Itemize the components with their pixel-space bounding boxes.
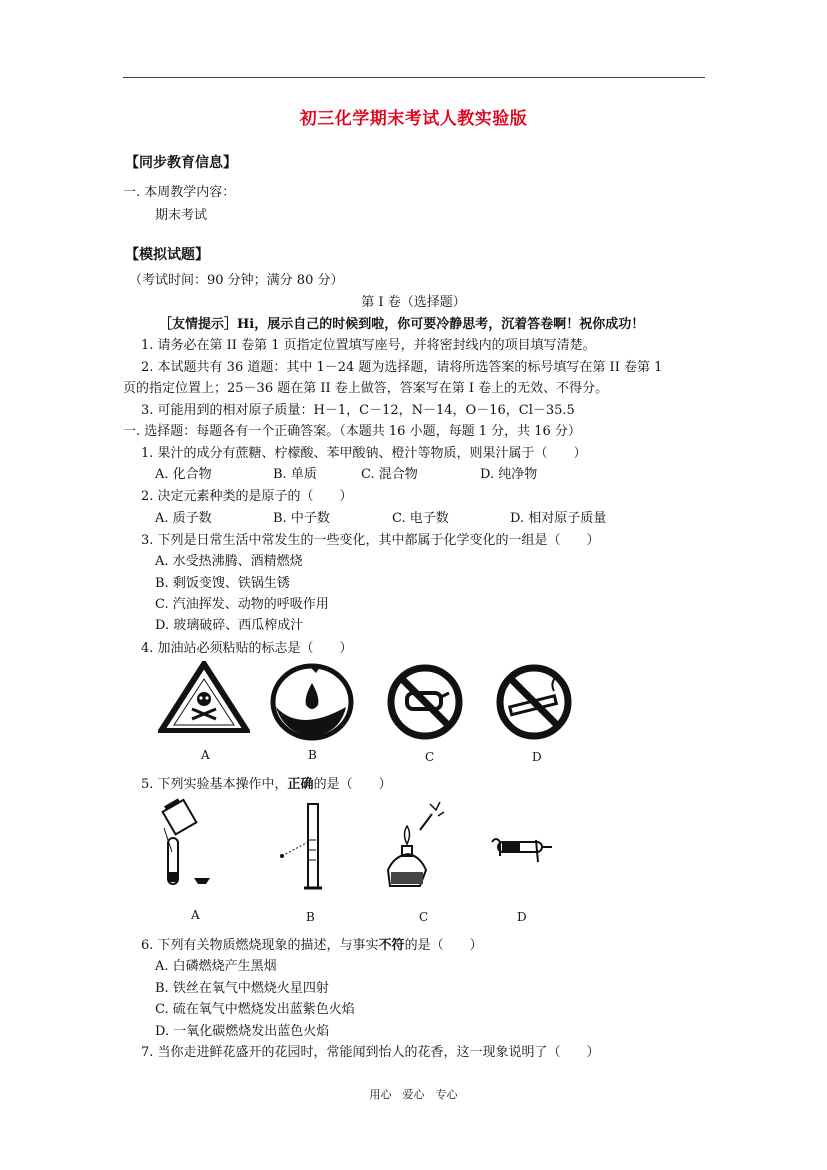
q6-stem-pre: 6. 下列有关物质燃烧现象的描述，与事实 [141, 938, 379, 953]
q3-option-c: C. 汽油挥发、动物的呼吸作用 [155, 597, 329, 612]
question-2-stem: 2. 决定元素种类的是原子的（ ） [141, 489, 353, 504]
q6-stem-emphasis: 不符 [378, 938, 405, 953]
q6-option-b: B. 铁丝在氧气中燃烧火星四射 [155, 981, 329, 996]
poison-sign-icon [158, 661, 250, 733]
section-sync-info: 【同步教育信息】 [125, 155, 237, 171]
q4-label-b: B [308, 748, 317, 762]
header-rule [123, 77, 705, 78]
q5-label-c: C [419, 910, 429, 924]
q6-stem-post: 的是（ ） [404, 938, 483, 953]
exam-time: （考试时间：90 分钟；满分 80 分） [129, 273, 344, 288]
section-one-heading: 一. 选择题：每题各有一个正确答案。（本题共 16 小题，每题 1 分，共 16 分） [123, 424, 581, 439]
question-6-stem [141, 934, 483, 953]
q5-label-a: A [191, 908, 200, 922]
q3-option-d: D. 玻璃破碎、西瓜榨成汁 [155, 618, 304, 633]
q1-option-a: A. 化合物 [155, 467, 212, 482]
q3-option-b: B. 剩饭变馊、铁锅生锈 [155, 576, 290, 591]
q2-option-a: A. 质子数 [155, 511, 212, 526]
q4-label-d: D [532, 750, 542, 764]
heating-test-tube-icon [488, 834, 558, 870]
part-title: 第 I 卷（选择题） [361, 295, 466, 310]
q1-option-d: D. 纯净物 [480, 467, 538, 482]
q1-option-b: B. 单质 [273, 467, 317, 482]
q6-option-c: C. 硫在氧气中燃烧发出蓝紫色火焰 [155, 1002, 355, 1017]
q1-option-c: C. 混合物 [361, 467, 418, 482]
measuring-cylinder-icon [276, 800, 326, 892]
q3-option-a: A. 水受热沸腾、酒精燃烧 [155, 554, 303, 569]
question-4-stem: 4. 加油站必须粘贴的标志是（ ） [141, 641, 353, 656]
question-5-stem [141, 773, 392, 792]
week-content: 期末考试 [155, 208, 208, 223]
question-1-stem: 1. 果汁的成分有蔗糖、柠檬酸、苯甲酸钠、橙汁等物质，则果汁属于（ ） [141, 446, 587, 461]
section-mock: 【模拟试题】 [125, 247, 209, 263]
q5-stem-post: 的是（ ） [313, 777, 392, 792]
note-3: 3. 可能用到的相对原子质量：H－1，C－12，N－14，O－16，Cl－35.5 [141, 403, 575, 418]
q2-option-d: D. 相对原子质量 [510, 511, 607, 526]
q2-option-b: B. 中子数 [273, 511, 330, 526]
week-content-label: 一. 本周教学内容： [123, 185, 236, 200]
pouring-liquid-icon [158, 798, 218, 890]
q5-label-d: D [517, 910, 527, 924]
friendly-hint: ［友情提示］Hi，展示自己的时候到啦，你可要冷静思考，沉着答卷啊！祝你成功！ [159, 317, 645, 332]
water-drop-sign-icon [270, 663, 354, 741]
q5-stem-emphasis: 正确 [287, 777, 314, 792]
q6-option-d: D. 一氧化碳燃烧发出蓝色火焰 [155, 1024, 330, 1039]
alcohol-lamp-icon [380, 800, 450, 890]
no-smoking-sign-icon [494, 663, 574, 741]
note-2: 2. 本试题共有 36 道题：其中 1－24 题为选择题，请将所选答案的标号填写在第 II 卷第 1 [141, 360, 663, 375]
note-1: 1. 请务必在第 II 卷第 1 页指定位置填写座号，并将密封线内的项目填写清楚。 [141, 338, 596, 353]
q5-stem-pre: 5. 下列实验基本操作中， [141, 777, 288, 792]
q2-option-c: C. 电子数 [392, 511, 449, 526]
page-footer: 用心 爱心 专心 [369, 1088, 458, 1101]
question-7-stem: 7. 当你走进鲜花盛开的花园时，常能闻到怡人的花香，这一现象说明了（ ） [141, 1045, 600, 1060]
q4-label-c: C [425, 750, 435, 764]
question-3-stem: 3. 下列是日常生活中常发生的一些变化，其中都属于化学变化的一组是（ ） [141, 533, 600, 548]
q4-label-a: A [201, 748, 210, 762]
page-title: 初三化学期末考试人教实验版 [299, 109, 528, 129]
q6-option-a: A. 白磷燃烧产生黑烟 [155, 959, 277, 974]
q5-label-b: B [306, 910, 315, 924]
no-firecracker-sign-icon [385, 663, 465, 741]
note-2-cont: 页的指定位置上；25－36 题在第 II 卷上做答，答案写在第 I 卷上的无效、不得分。 [123, 381, 609, 396]
